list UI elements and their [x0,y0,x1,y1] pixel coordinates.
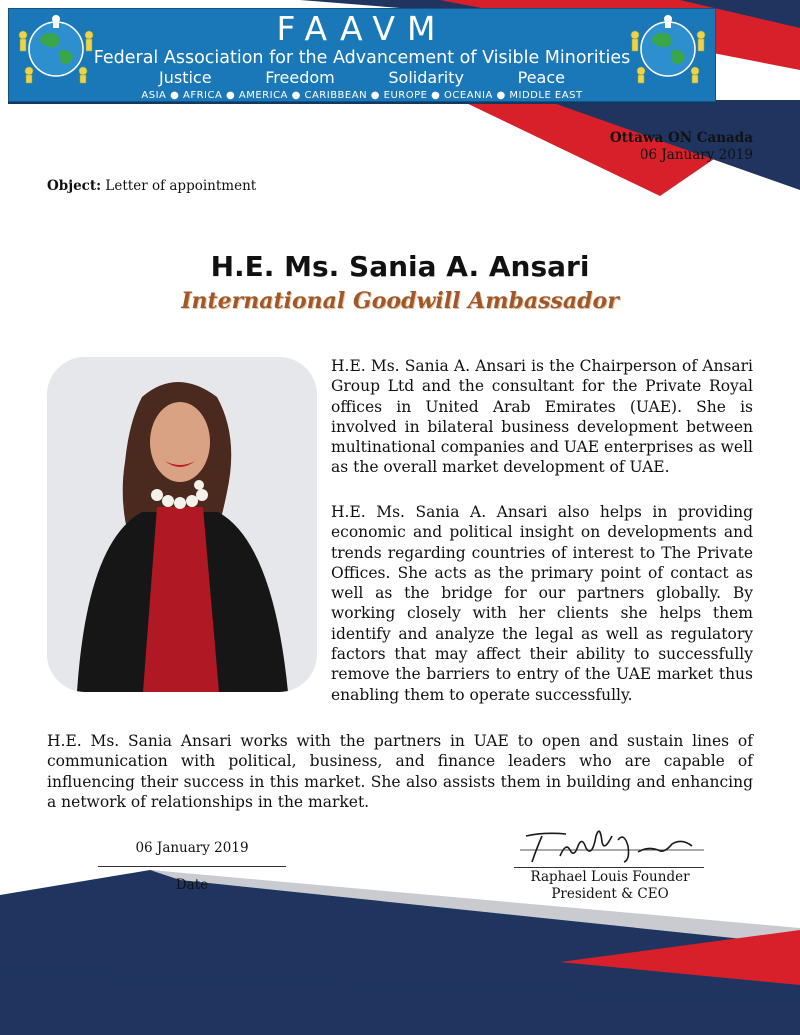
paragraph-2: H.E. Ms. Sania A. Ansari also helps in providing economic and political insight on developments and trends regarding countries of interest to The Private Offices. She acts as the primary point of contact as well as the bridge for our partners globally. By working closely with her clients she helps them identify and analyze the legal as well as regulatory factors that may affect their ability to successfully remove the barriers to entry of the UAE market thus enabling them to operate successfully. [331,503,753,704]
paragraph-3: H.E. Ms. Sania Ansari works with the partners in UAE to open and sustain lines of communication with political, business, and finance leaders who are capable of influencing their success in this market. She also assists them in building and enhancing a network of relationships in the market. [47,732,753,811]
regions-list: ASIA ● AFRICA ● AMERICA ● CARIBBEAN ● EUROPE ● OCEANIA ● MIDDLE EAST [141,90,583,101]
organization-acronym: FAAVM [276,9,448,48]
paragraph-1: H.E. Ms. Sania A. Ansari is the Chairperson of Ansari Group Ltd and the consultant for the Private Royal offices in United Arab Emirates (UAE). She is involved in bilateral business development between multinational companies and UAE enterprises as well as the overall market development of UAE. [331,357,753,477]
signature-date: 06 January 2019 [135,840,249,856]
appointment-title: International Goodwill Ambassador [181,288,619,314]
object-line [47,178,256,194]
header-banner [8,8,716,102]
signer-title: President & CEO [551,886,669,902]
letter-date: 06 January 2019 [639,147,753,163]
object-label: Object: [47,178,102,194]
organization-full-name: Federal Association for the Advancement of Visible Minorities [93,48,631,68]
signer-name: Raphael Louis Founder [530,869,690,885]
recipient-name: H.E. Ms. Sania A. Ansari [210,250,590,283]
handwritten-signature [520,826,705,868]
signer-block [505,869,715,903]
portrait-photo [47,357,317,692]
motto-freedom: Freedom [265,68,335,87]
motto-peace: Peace [517,68,565,87]
signature-line [514,867,704,868]
place-and-date [610,130,753,164]
letter-city: Ottawa ON Canada [609,130,753,146]
motto-justice: Justice [159,68,212,87]
motto-solidarity: Solidarity [388,68,464,87]
object-text: Letter of appointment [105,178,257,194]
motto-row [159,68,565,88]
date-line [98,866,286,867]
date-label: Date [175,877,209,893]
